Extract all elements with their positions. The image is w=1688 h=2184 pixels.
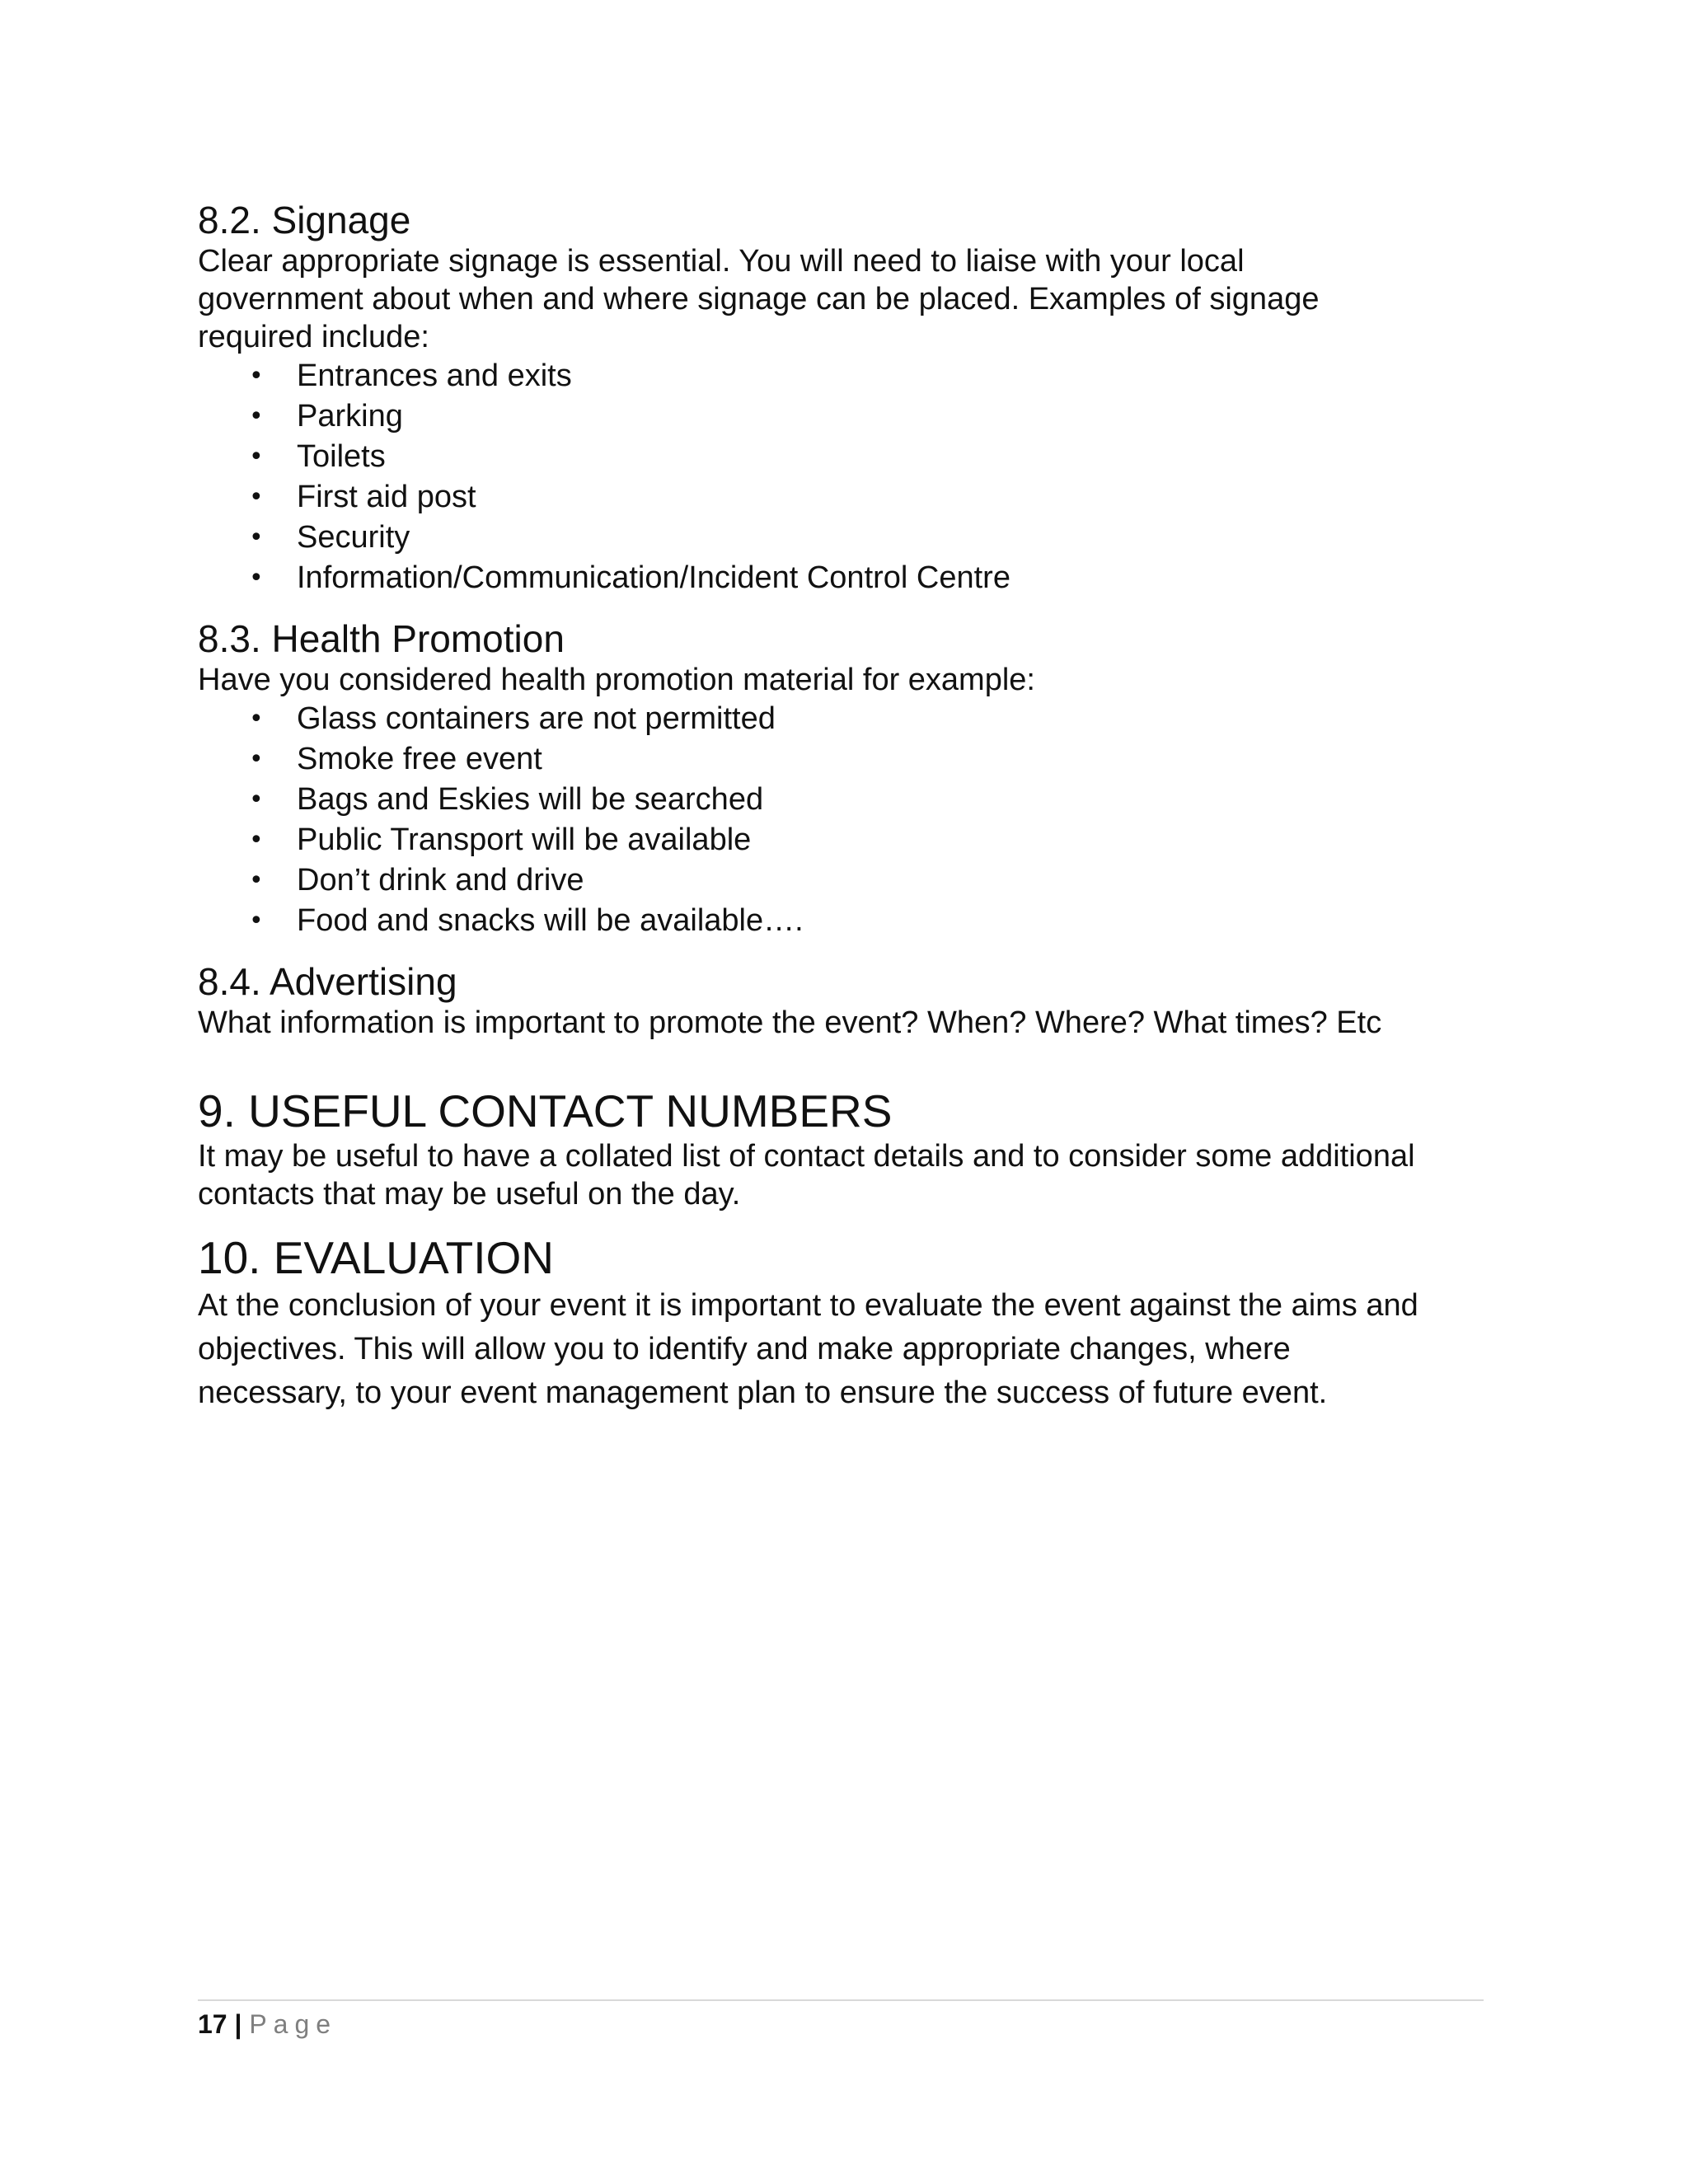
list-item: • Public Transport will be available (198, 820, 1484, 860)
page-content (198, 198, 1484, 1415)
evaluation-line-2: objectives. This will allow you to identify and make appropriate changes, where (198, 1332, 1291, 1366)
list-item: • Security (198, 518, 1484, 558)
contacts-line-2: contacts that may be useful on the day. (198, 1177, 741, 1212)
health-intro: Have you considered health promotion material for example: (198, 663, 1035, 697)
section-signage (198, 198, 1484, 598)
section-heading-health-promotion: 8.3. Health Promotion (198, 617, 565, 660)
section-heading-signage: 8.2. Signage (198, 199, 411, 241)
evaluation-line-3: necessary, to your event management plan to ensure the success of future event. (198, 1376, 1328, 1410)
section-evaluation (198, 1231, 1484, 1415)
evaluation-line-1: At the conclusion of your event it is important to evaluate the event against the aims and (198, 1288, 1418, 1323)
list-item: • Bags and Eskies will be searched (198, 780, 1484, 820)
signage-intro-line-1: Clear appropriate signage is essential. You will need to liaise with your local (198, 244, 1245, 279)
list-item: • Food and snacks will be available…. (198, 901, 1484, 941)
page-footer (198, 2008, 337, 2041)
signage-intro-line-3: required include: (198, 320, 429, 354)
list-item: • Don’t drink and drive (198, 860, 1484, 901)
section-heading-advertising: 8.4. Advertising (198, 960, 457, 1003)
section-heading-evaluation: 10. EVALUATION (198, 1232, 554, 1283)
contacts-line-1: It may be useful to have a collated list of contact details and to consider some additional (198, 1139, 1415, 1174)
footer-separator: | (234, 2009, 242, 2039)
section-health-promotion (198, 616, 1484, 941)
health-list (198, 699, 1484, 941)
list-item: • Entrances and exits (198, 356, 1484, 396)
list-item: • First aid post (198, 477, 1484, 518)
list-item: • Smoke free event (198, 739, 1484, 780)
section-advertising (198, 959, 1484, 1042)
advertising-text: What information is important to promote the event? When? Where? What times? Etc (198, 1005, 1382, 1040)
page-number: 17 (198, 2009, 227, 2039)
signage-list (198, 356, 1484, 598)
signage-intro-line-2: government about when and where signage can be placed. Examples of signage (198, 282, 1320, 316)
list-item: • Toilets (198, 437, 1484, 477)
list-item: • Information/Communication/Incident Control Centre (198, 558, 1484, 598)
section-useful-contact-numbers (198, 1085, 1484, 1213)
list-item: • Glass containers are not permitted (198, 699, 1484, 739)
section-heading-contacts: 9. USEFUL CONTACT NUMBERS (198, 1085, 893, 1137)
footer-divider (198, 1999, 1484, 2001)
list-item: • Parking (198, 396, 1484, 437)
page-label: Page (249, 2009, 338, 2039)
